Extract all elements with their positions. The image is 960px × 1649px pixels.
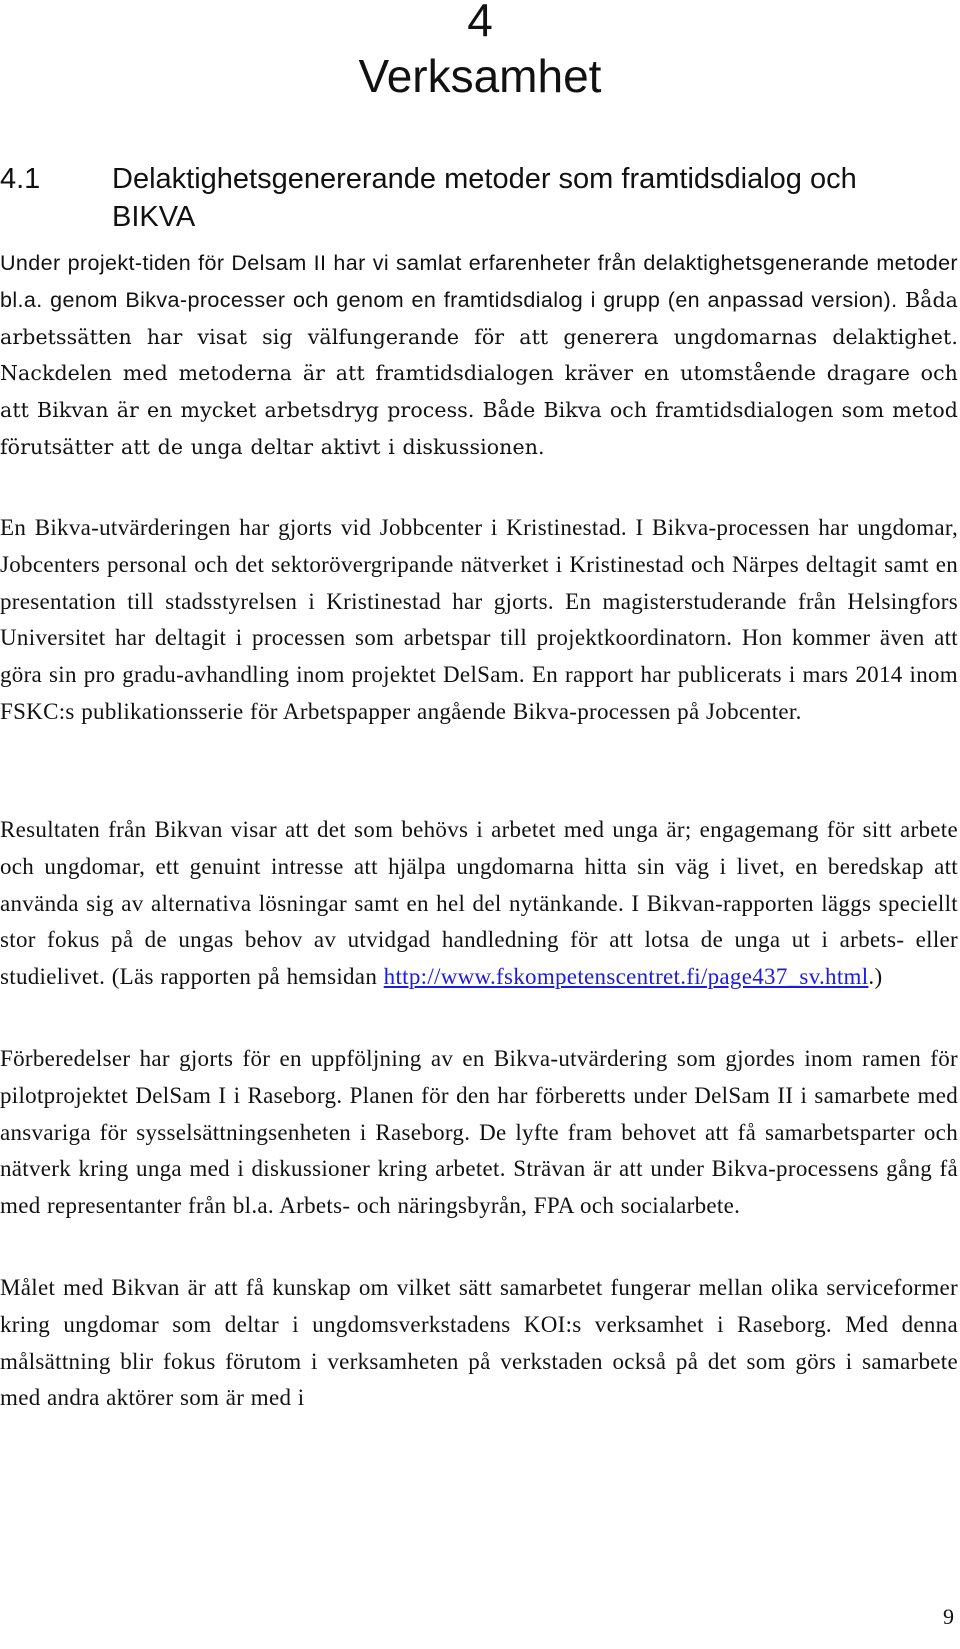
paragraph-3-end: .) xyxy=(868,964,883,990)
paragraph-3 xyxy=(0,812,958,996)
chapter-number: 4 xyxy=(467,0,493,46)
page-number: 9 xyxy=(943,1604,954,1629)
paragraph-4: Förberedelser har gjorts för en uppföljning av en Bikva-utvärdering som gjordes inom ramen för pilotprojektet DelSam I i Raseborg. Planen för den har förberetts under DelSam II i samarbete med ansvariga för sysselsättningsenheten i Raseborg. De lyfte fram behovet att få samarbetsparter och nätverk kring unga med i diskussioner kring arbetet. Strävan är att under Bikva-processens gång få med representanter från bl.a. Arbets- och näringsbyrån, FPA och socialarbete. xyxy=(0,1046,958,1219)
fskompetenscentret-link[interactable]: http://www.fskompetenscentret.fi/page437_sv.html xyxy=(383,964,869,990)
paragraph-3-text: Resultaten från Bikvan visar att det som behövs i arbetet med unga är; engagemang för sitt arbete och ungdomar, ett genuint intresse att hjälpa ungdomarna hitta sin väg i livet, en beredskap att använda sig av alternativa lösningar samt en hel del nytänkande. I Bikvan-rapporten läggs speciellt stor fokus på de ungas behov av utvidgad handledning för att lotsa de unga ut i arbets- eller studielivet. (Läs rapporten på hemsidan xyxy=(0,817,958,990)
paragraph-1 xyxy=(0,245,958,466)
section-number: 4.1 xyxy=(0,163,41,195)
section-title: Delaktighetsgenererande metoder som framtidsdialog och BIKVA xyxy=(112,163,857,233)
paragraph-1-part-b: Båda arbetssätten har visat sig välfungerande för att generera ungdomarnas delaktighet. Nackdelen med metoderna är att framtidsdialogen kräver en utomstående dragare och att Bikvan är en mycket arbetsdryg process. Både Bikva och framtidsdialogen som metod förutsätter att de unga deltar aktivt i diskussionen. xyxy=(0,287,958,459)
paragraph-5: Målet med Bikvan är att få kunskap om vilket sätt samarbetet fungerar mellan olika serviceformer kring ungdomar som deltar i ungdomsverkstadens KOI:s verksamhet i Raseborg. Med denna målsättning blir fokus förutom i verksamheten på verkstaden också på det som görs i samarbete med andra aktörer som är med i xyxy=(0,1275,958,1411)
section-heading xyxy=(0,160,940,236)
chapter-title: Verksamhet xyxy=(358,50,602,102)
paragraph-1-part-a: Under projekt-tiden för Delsam II har vi samlat erfarenheter från delaktighetsgenerande metoder bl.a. genom Bikva-processer och genom en framtidsdialog i grupp (en anpassad version). xyxy=(0,251,958,312)
paragraph-2: En Bikva-utvärderingen har gjorts vid Jobbcenter i Kristinestad. I Bikva-processen har ungdomar, Jobcenters personal och det sektorövergripande nätverket i Kristinestad och Närpes deltagit samt en presentation till stadsstyrelsen i Kristinestad har gjorts. En magisterstuderande från Helsingfors Universitet har deltagit i processen som arbetspar till projektkoordinatorn. Hon kommer även att göra sin pro gradu-avhandling inom projektet DelSam. En rapport har publicerats i mars 2014 inom FSKC:s publikationsserie för Arbetspapper angående Bikva-processen på Jobcenter. xyxy=(0,515,958,724)
